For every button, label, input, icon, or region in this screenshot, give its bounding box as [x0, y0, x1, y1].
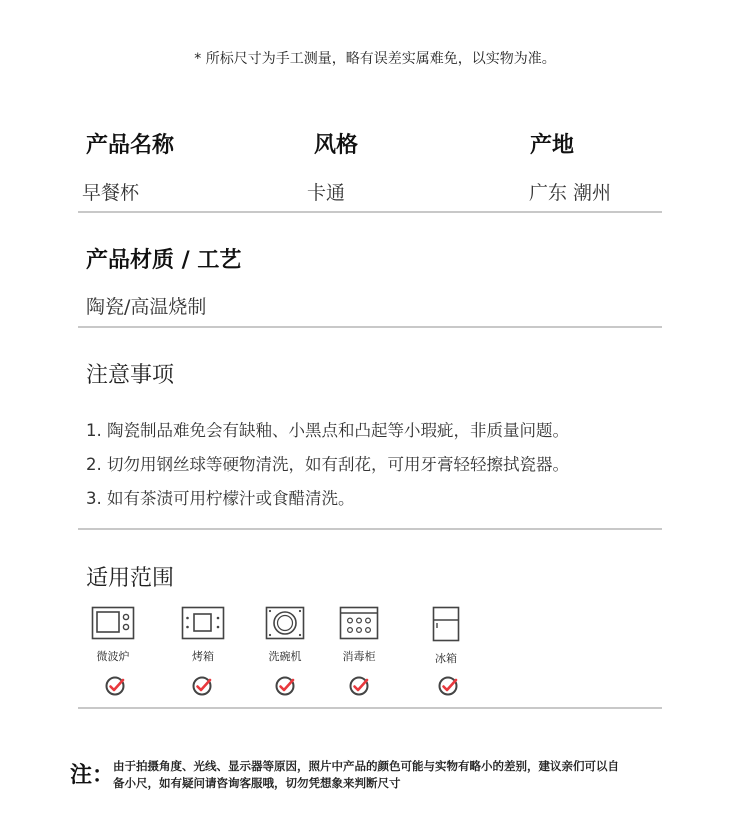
- origin-value: 广东 潮州: [529, 182, 612, 204]
- usage-title: 适用范围: [86, 566, 175, 591]
- check-icon: [274, 675, 296, 697]
- material-label: 产品材质 / 工艺: [86, 248, 242, 273]
- check-icon: [104, 675, 126, 697]
- appliance-fridge: [406, 606, 486, 666]
- appliance-oven: [163, 606, 243, 664]
- style-value: 卡通: [307, 182, 346, 204]
- footer-note-line-1: 由于拍摄角度、光线、显示器等原因，照片中产品的颜色可能与实物有略小的差别，建议亲们可以自: [113, 759, 619, 773]
- material-value: 陶瓷/高温烧制: [86, 296, 207, 318]
- note-item-1: 1. 陶瓷制品难免会有缺釉、小黑点和凸起等小瑕疵，非质量问题。: [86, 421, 569, 440]
- footer-note-line-2: 备小尺，如有疑问请咨询客服哦，切勿凭想象来判断尺寸: [113, 776, 401, 790]
- oven-icon: [181, 606, 225, 640]
- appliance-label: 烤箱: [192, 650, 214, 663]
- style-label: 风格: [314, 133, 359, 158]
- notes-title: 注意事项: [86, 363, 175, 388]
- dishwasher-icon: [265, 606, 305, 640]
- divider: [78, 326, 662, 328]
- appliance-sterilizer: [319, 606, 399, 664]
- appliance-dishwasher: [245, 606, 325, 664]
- product-name-value: 早餐杯: [82, 182, 140, 204]
- footer-note: [113, 758, 743, 792]
- check-icon: [437, 675, 459, 697]
- appliance-label: 冰箱: [435, 652, 457, 665]
- appliance-label: 微波炉: [96, 650, 130, 663]
- microwave-icon: [91, 606, 135, 640]
- check-icon: [348, 675, 370, 697]
- appliance-label: 洗碗机: [268, 650, 302, 663]
- appliance-label: 消毒柜: [342, 650, 376, 663]
- appliance-microwave: [73, 606, 153, 664]
- check-icon: [191, 675, 213, 697]
- sterilizer-icon: [339, 606, 379, 640]
- fridge-icon: [432, 606, 460, 642]
- product-name-label: 产品名称: [86, 133, 175, 158]
- divider: [78, 211, 662, 213]
- origin-label: 产地: [530, 133, 575, 158]
- note-item-2: 2. 切勿用钢丝球等硬物清洗，如有刮花，可用牙膏轻轻擦拭瓷器。: [86, 455, 569, 474]
- divider: [78, 528, 662, 530]
- note-item-3: 3. 如有茶渍可用柠檬汁或食醋清洗。: [86, 489, 355, 508]
- footer-note-mark: 注：: [70, 763, 115, 788]
- divider: [78, 707, 662, 709]
- measurement-note: * 所标尺寸为手工测量，略有误差实属难免，以实物为准。: [194, 51, 556, 67]
